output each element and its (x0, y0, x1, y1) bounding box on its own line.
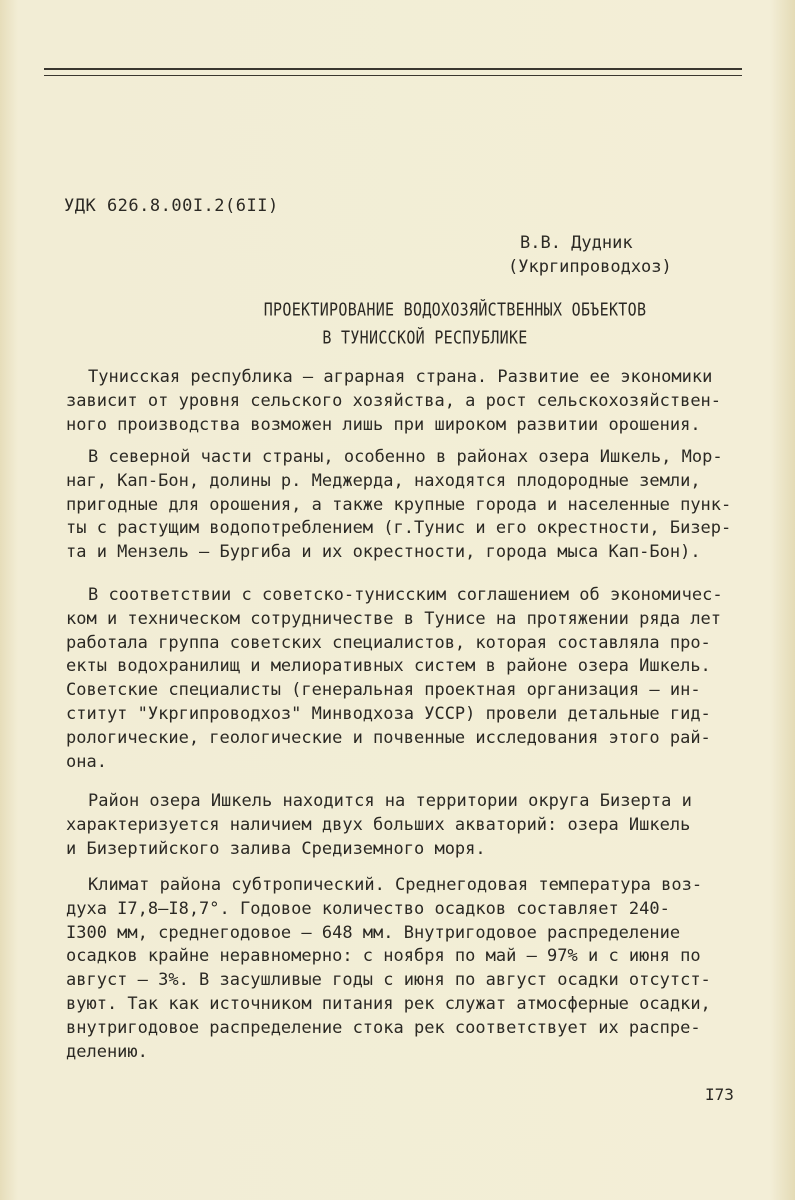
text-line: Тунисская республика – аграрная страна. Развитие ее экономики (88, 367, 713, 387)
text-line: август – 3%. В засушливые годы с июня по август осадки отсутст- (66, 970, 711, 991)
text-line: работала группа советских специалистов, которая составляла про- (66, 632, 711, 653)
text-line: Район озера Ишкель находится на территории округа Бизерта и (88, 791, 692, 811)
paragraph-1 (66, 366, 752, 437)
text-line: делению. (66, 1041, 148, 1062)
text-line: рологические, геологические и почвенные исследования этого рай- (66, 727, 711, 748)
paragraph-2 (66, 446, 752, 565)
text-line: екты водохранилищ и мелиоративных систем в районе озера Ишкель. (66, 656, 711, 677)
top-rule (44, 68, 742, 70)
text-line: Советские специалисты (генеральная проектная организация – ин- (66, 680, 701, 701)
text-line: ком и техническом сотрудничестве в Тунисе на протяжении ряда лет (66, 608, 722, 629)
text-line: ного производства возможен лишь при широком развитии орошения. (66, 414, 701, 435)
text-line: ты с растущим водопотреблением (г.Тунис и его окрестности, Бизер- (66, 518, 732, 539)
text-line: Климат района субтропический. Среднегодовая температура воз- (88, 875, 703, 895)
text-line: I300 мм, среднегодовое – 648 мм. Внутригодовое распределение (66, 922, 681, 943)
text-line: та и Мензель – Бургиба и их окрестности, города мыса Кап-Бон). (66, 542, 701, 563)
text-line: пригодные для орошения, а также крупные города и населенные пунк- (66, 494, 732, 515)
text-line: ститут "Укргипроводхоз" Минводхоза УССР) провели детальные гид- (66, 703, 711, 724)
text-line: В северной части страны, особенно в районах озера Ишкель, Мор- (88, 447, 723, 467)
article-title-line-1: ПРОЕКТИРОВАНИЕ ВОДОХОЗЯЙСТВЕННЫХ ОБЪЕКТОВ (263, 299, 647, 321)
text-line: внутригодовое распределение стока рек соответствует их распре- (66, 1017, 701, 1038)
text-line: вуют. Так как источником питания рек служат атмосферные осадки, (66, 993, 711, 1014)
text-line: духа I7,8–I8,7°. Годовое количество осадков составляет 240- (66, 898, 670, 919)
text-line: осадков крайне неравномерно: с ноября по май – 97% и с июня по (66, 946, 701, 967)
text-line: зависит от уровня сельского хозяйства, а рост сельскохозяйствен- (66, 390, 722, 411)
udk-code: УДК 626.8.00I.2(6II) (64, 196, 279, 216)
text-line: и Бизертийского залива Средиземного моря. (66, 838, 486, 859)
author-organization: (Укргипроводхоз) (508, 257, 672, 277)
text-line: характеризуется наличием двух больших акваторий: озера Ишкель (66, 814, 691, 835)
paragraph-3 (66, 584, 752, 774)
article-title-line-2: В ТУНИССКОЙ РЕСПУБЛИКЕ (322, 327, 528, 349)
paragraph-5 (66, 874, 752, 1064)
top-rule-thin (44, 75, 742, 76)
text-line: В соответствии с советско-тунисским соглашением об экономичес- (88, 585, 723, 605)
text-line: она. (66, 751, 107, 772)
author-name: В.В. Дудник (520, 233, 633, 253)
text-line: наг, Кап-Бон, долины р. Меджерда, находятся плодородные земли, (66, 470, 701, 491)
paragraph-4 (66, 790, 752, 861)
page-number: I73 (705, 1085, 734, 1104)
